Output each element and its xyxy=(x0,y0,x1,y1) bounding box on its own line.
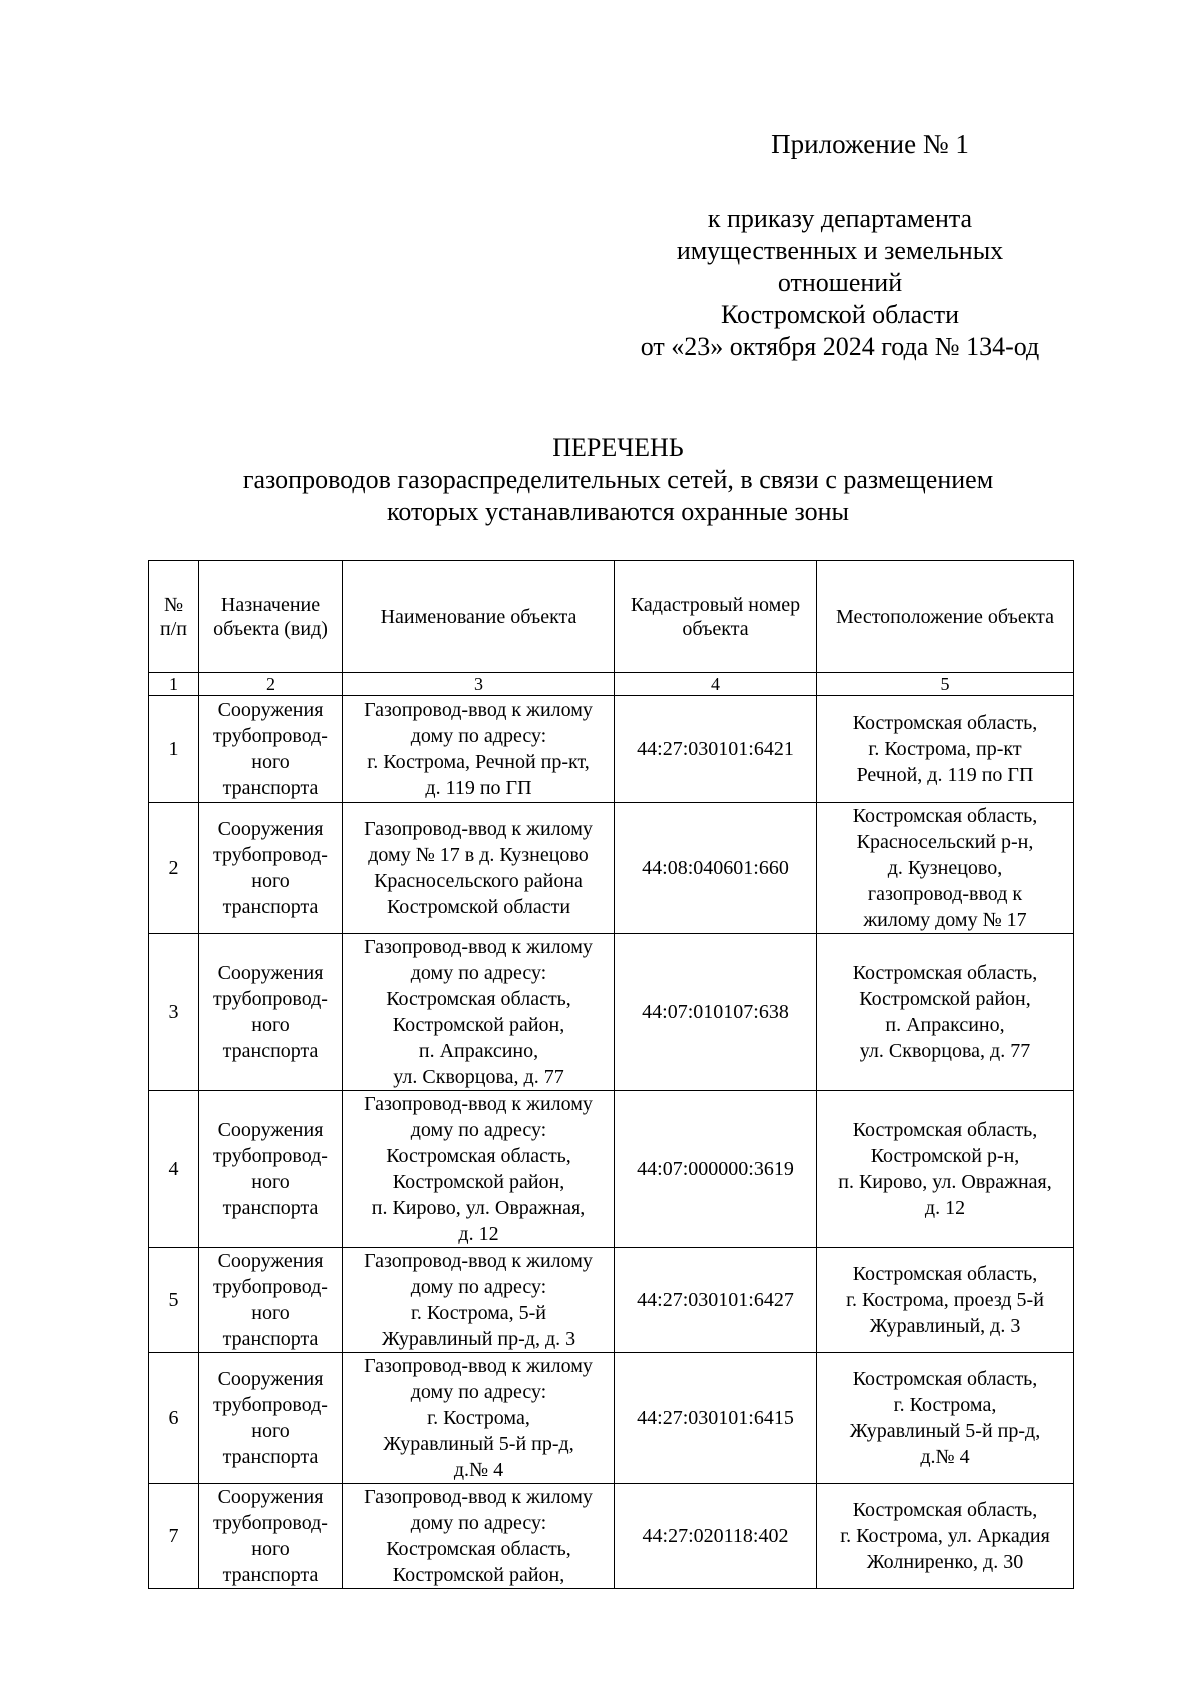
table-row xyxy=(149,1248,1074,1353)
row-cadastral: 44:27:030101:6427 xyxy=(615,1248,817,1353)
row-purpose: Сооружения трубопровод- ного транспорта xyxy=(199,803,343,934)
pipelines-table xyxy=(148,560,1074,1589)
column-number: 1 xyxy=(149,673,199,696)
row-cadastral: 44:27:030101:6421 xyxy=(615,696,817,803)
column-numbers-row xyxy=(149,673,1074,696)
row-location: Костромская область, г. Кострома, Журавлиный 5-й пр-д, д.№ 4 xyxy=(817,1353,1074,1484)
row-purpose: Сооружения трубопровод- ного транспорта xyxy=(199,1353,343,1484)
table-row xyxy=(149,1353,1074,1484)
row-location: Костромская область, г. Кострома, пр-кт Речной, д. 119 по ГП xyxy=(817,696,1074,803)
row-purpose: Сооружения трубопровод- ного транспорта xyxy=(199,1484,343,1589)
appendix-title: Приложение № 1 xyxy=(771,129,969,159)
subheading-line: которых устанавливаются охранные зоны xyxy=(387,497,849,526)
document-subheading xyxy=(0,464,1200,528)
table-row xyxy=(149,1091,1074,1248)
row-name: Газопровод-ввод к жилому дому по адресу: Костромская область, Костромской район, п. Кирово, ул. Овражная, д. 12 xyxy=(343,1091,615,1248)
header-purpose: Назначение объекта (вид) xyxy=(199,561,343,673)
row-purpose: Сооружения трубопровод- ного транспорта xyxy=(199,696,343,803)
row-cadastral: 44:07:010107:638 xyxy=(615,934,817,1091)
order-line: отношений xyxy=(777,268,903,297)
row-number: 5 xyxy=(149,1248,199,1353)
row-location: Костромская область, г. Кострома, ул. Аркадия Жолниренко, д. 30 xyxy=(817,1484,1074,1589)
row-name: Газопровод-ввод к жилому дому по адресу: г. Кострома, Речной пр-кт, д. 119 по ГП xyxy=(343,696,615,803)
header-number: № п/п xyxy=(149,561,199,673)
header-row xyxy=(149,561,1074,673)
header-name: Наименование объекта xyxy=(343,561,615,673)
table-row xyxy=(149,803,1074,934)
order-line: к приказу департамента xyxy=(707,204,973,233)
row-number: 7 xyxy=(149,1484,199,1589)
row-number: 1 xyxy=(149,696,199,803)
order-line: имущественных и земельных xyxy=(676,236,1004,265)
row-location: Костромская область, Костромской район, п. Апраксино, ул. Скворцова, д. 77 xyxy=(817,934,1074,1091)
row-name: Газопровод-ввод к жилому дому по адресу: г. Кострома, 5-й Журавлиный пр-д, д. 3 xyxy=(343,1248,615,1353)
row-name: Газопровод-ввод к жилому дому по адресу: Костромская область, Костромской район, п. Апраксино, ул. Скворцова, д. 77 xyxy=(343,934,615,1091)
row-number: 2 xyxy=(149,803,199,934)
order-line: от «23» октября 2024 года № 134-од xyxy=(640,332,1040,361)
row-number: 6 xyxy=(149,1353,199,1484)
table-row xyxy=(149,934,1074,1091)
order-line: Костромской области xyxy=(720,300,960,329)
row-cadastral: 44:27:030101:6415 xyxy=(615,1353,817,1484)
row-purpose: Сооружения трубопровод- ного транспорта xyxy=(199,1248,343,1353)
document-heading: ПЕРЕЧЕНЬ xyxy=(552,433,684,462)
row-purpose: Сооружения трубопровод- ного транспорта xyxy=(199,1091,343,1248)
row-cadastral: 44:27:020118:402 xyxy=(615,1484,817,1589)
row-number: 4 xyxy=(149,1091,199,1248)
row-location: Костромская область, г. Кострома, проезд 5-й Журавлиный, д. 3 xyxy=(817,1248,1074,1353)
row-purpose: Сооружения трубопровод- ного транспорта xyxy=(199,934,343,1091)
column-number: 4 xyxy=(615,673,817,696)
row-location: Костромская область, Красносельский р-н, д. Кузнецово, газопровод-ввод к жилому дому № 17 xyxy=(817,803,1074,934)
column-number: 3 xyxy=(343,673,615,696)
row-location: Костромская область, Костромской р-н, п. Кирово, ул. Овражная, д. 12 xyxy=(817,1091,1074,1248)
table-row xyxy=(149,696,1074,803)
column-number: 2 xyxy=(199,673,343,696)
row-number: 3 xyxy=(149,934,199,1091)
header-location: Местоположение объекта xyxy=(817,561,1074,673)
column-number: 5 xyxy=(817,673,1074,696)
row-name: Газопровод-ввод к жилому дому № 17 в д. Кузнецово Красносельского района Костромской области xyxy=(343,803,615,934)
appendix-order-block xyxy=(600,203,1080,363)
row-cadastral: 44:07:000000:3619 xyxy=(615,1091,817,1248)
header-cadastral: Кадастровый номер объекта xyxy=(615,561,817,673)
subheading-line: газопроводов газораспределительных сетей, в связи с размещением xyxy=(242,465,994,494)
table-row xyxy=(149,1484,1074,1589)
row-name: Газопровод-ввод к жилому дому по адресу: Костромская область, Костромской район, xyxy=(343,1484,615,1589)
row-name: Газопровод-ввод к жилому дому по адресу: г. Кострома, Журавлиный 5-й пр-д, д.№ 4 xyxy=(343,1353,615,1484)
row-cadastral: 44:08:040601:660 xyxy=(615,803,817,934)
